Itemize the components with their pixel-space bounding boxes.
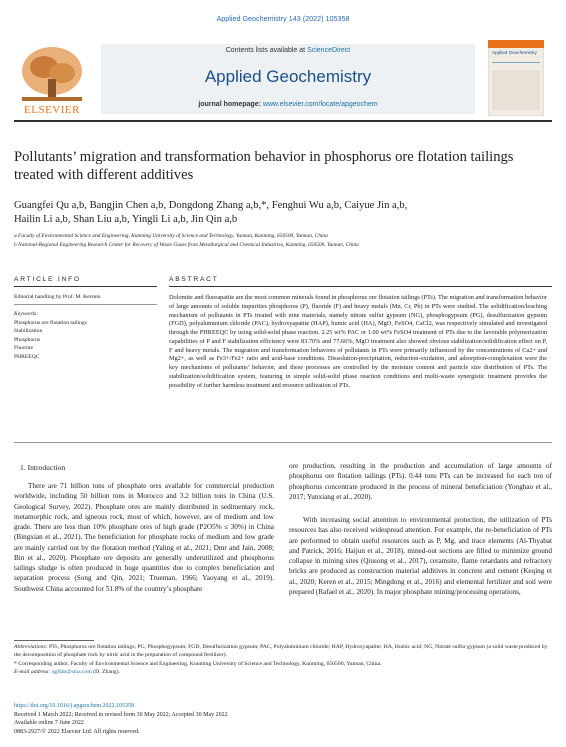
abbreviations-footnote bbox=[14, 643, 552, 660]
copyright: 0883-2927/© 2022 Elsevier Ltd. All rights reserved. bbox=[14, 728, 140, 735]
keyword-item: Stabilization bbox=[14, 328, 43, 335]
email-link[interactable]: qgflab@sina.com bbox=[51, 669, 92, 676]
email-suffix: (D. Zhang). bbox=[93, 669, 120, 676]
contents-prefix: Contents lists available at bbox=[225, 47, 308, 54]
article-title: Pollutants’ migration and transformation behavior in phosphorus ore flotation tailings treated with different additives bbox=[14, 149, 514, 183]
keyword-item: Fluorine bbox=[14, 345, 33, 352]
homepage-label: journal homepage: bbox=[198, 101, 261, 108]
cover-title: Applied Geochemistry bbox=[492, 50, 537, 55]
journal-cover-thumbnail[interactable] bbox=[488, 40, 544, 116]
section-heading-introduction: 1. Introduction bbox=[20, 463, 66, 472]
editorial-handling: Editorial handling by Prof. M. Kersten bbox=[14, 294, 101, 300]
footnotes bbox=[14, 643, 552, 677]
doi-link[interactable]: https://doi.org/10.1016/j.apgeochem.2022.105358 bbox=[14, 703, 135, 709]
sciencedirect-link[interactable]: ScienceDirect bbox=[307, 47, 351, 54]
abstract-text: Dolomite and fluorapatite are the most common minerals found in phosphorus ore flotation tailings (PTs). The migration and transformation behavior of large amounts of soluble impurities phosphorus (P), fluoride (F) and heavy metals (Mn, Cr, Pb) in PTs were studied. The solidification/leaching mechanism of pollutants in PTs treated with nine materials, namely nitrate sulfur gypsum (NG), phosphogypsum (PG), desulfurization gypsum (FGD), polyaluminium chloride (PAC), hydroxyapatite (HAP), humic acid (HA), MgO, FeSO4, CaCl2, was respectively simulated and investigated through the PHREEQC by using solid-solid phase reaction. 2.25 wt% PAC or 1.00 wt% FeSO4 treatment of PTs due to the favorable polymerization capabilities of P and F stabilization efficiency were 83.70% and 77.66%, MgO treatment also showed obvious stabilization/solidification effect on P, F and heavy metals. The migration and transformation behaviors of pollutants in PTs were primarily influenced by the concentrations of Ca2+ and Mg2+, as well as Fe3+/Fe2+ ratio and acid-base conditions. Dissolution-precipitation, reduction-oxidation, and adsorption-complexation were the key mechanisms of pollutants’ behavior, and these processes are controlled by the moisture content and particle size distribution of PTs. The stabilization/solidification system, featuring in simple solid-solid phase reaction conditions and multi-waste synergistic treatment provides the possibility of further harmless treatment and resource utilization of PTs. bbox=[169, 294, 547, 389]
authors bbox=[14, 199, 554, 227]
affiliation-b: b National-Regional Engineering Research Center for Recovery of Waste Gases from Metallurgical and Chemical Industries, Kunming, 650500, Yunnan, China bbox=[14, 241, 359, 248]
keywords-block bbox=[14, 310, 157, 362]
article-footer bbox=[14, 702, 314, 736]
keyword-item: Phosphorus bbox=[14, 336, 41, 343]
email-label: E-mail address: bbox=[14, 669, 51, 676]
available-online: Available online 7 June 2022 bbox=[14, 720, 84, 726]
authors-line-1: Guangfei Qu a,b, Bangjin Chen a,b, Dongdong Zhang a,b,*, Fenghui Wu a,b, Caiyue Jin a,b, bbox=[14, 200, 408, 211]
keyword-item: PHREEQC bbox=[14, 353, 40, 360]
keyword-item: Phosphorus ore flotation tailings bbox=[14, 319, 87, 326]
homepage-link[interactable]: www.elsevier.com/locate/apgeochem bbox=[262, 101, 378, 108]
affiliations bbox=[14, 232, 554, 249]
email-footnote bbox=[14, 668, 552, 676]
keywords-label: Keywords: bbox=[14, 311, 39, 317]
journal-title[interactable]: Applied Geochemistry bbox=[204, 67, 372, 86]
elsevier-logo bbox=[12, 43, 92, 119]
abbreviations-label: Abbreviations: bbox=[14, 644, 48, 650]
article-info-rule bbox=[14, 286, 157, 287]
abstract-heading: ABSTRACT bbox=[169, 276, 219, 283]
abstract-rule bbox=[169, 286, 552, 287]
intro-col2-paragraph-2: With increasing social attention to environmental protection, the utilization of PTs resources has also received widespread attention. For example, the re-beneficiation of PTs are performed to obtain useful resources such as P, Mg, and trace elements (Al-Thyabat and Patrick, 2016; Haijun et al., 2018), mined-out sections are filled to minimize ground collapse in mining sites (Qiusong et al., 2017), ceramsite, flame retardants and refractory bricks are produced as construction material additives in concrete and cement (Keqing et al., 2020; Keren et al., 2015; Mingdong et al., 2016) and elemental fertilizer and soil were prepared (Rafael et al., 2020). In major phosphate mining/processing operations, bbox=[289, 516, 552, 596]
elsevier-wordmark: ELSEVIER bbox=[24, 104, 80, 116]
abstract-bottom-rule bbox=[14, 442, 552, 443]
contents-line bbox=[101, 47, 475, 54]
received-dates: Received 1 March 2022; Received in revised form 30 May 2022; Accepted 30 May 2022 bbox=[14, 711, 228, 718]
header-rule bbox=[14, 120, 552, 122]
keywords-rule bbox=[14, 304, 157, 305]
abbreviations-text: PTs, Phosphorus ore flotation tailings; PG, Phosphogypsum; FGD, Desulfurization gypsum; PAC, Polyaluminium chloride; HAP, Hydroxyapatite; HA, Humic acid; NG, Nitrate sulfur gypsum (a solid waste produced by the decomposition of phosphate rock by nitric acid in the preparation of compound fertilizer). bbox=[14, 644, 548, 659]
journal-reference[interactable]: Applied Geochemistry 143 (2022) 105358 bbox=[216, 14, 350, 23]
authors-line-2: Hailin Li a,b, Shan Liu a,b, Yingli Li a,b, Jin Qin a,b bbox=[14, 214, 238, 225]
corresponding-author-footnote: * Corresponding author. Faculty of Environmental Science and Engineering, Kunming University of Science and Technology, Kunming, 650500, Yunnan, China. bbox=[14, 660, 382, 667]
affiliation-a: a Faculty of Environmental Science and Engineering, Kunming University of Science and Technology, Yunnan, Kunming, 650500, Yunnan, China bbox=[14, 233, 328, 239]
journal-homepage bbox=[101, 101, 475, 108]
article-info-heading: ARTICLE INFO bbox=[14, 276, 81, 283]
intro-paragraph-1: There are 71 billion tons of phosphate ores available for commercial production worldwide, including 50 billion tons in Morocco and 3.2 billion tons in China (U.S. Geological Survey, 2022). Phosphate ores are mainly distributed in sedimentary rock, metamorphic rock, and igneous rock, most of which, however, are of medium and low grade. There are less than 10% phosphate ores of high grade (P2O5% ≤ 30%) in China (Bingxian et al., 2021). The beneficiation for phosphate rocks of medium and low grade are mainly carried out by the flotation method (Yaling et al., 2021; Dmr and Jain, 2008; Bin et al., 2020). Phosphate ore deposits are generally underutilized and phosphorus tailings sludge is often produced in huge quantities due to complex beneficiation and separation process (Song and Qin, 2021; Trueman, 1966; Yaoyang et al., 2019). Southwest China accounted for 51.8% of the country’s phosphate bbox=[14, 482, 274, 593]
intro-col2-paragraph-1: ore production, resulting in the production and accumulation of large amounts of phosphorus ore flotation tailings (PTs). 0.44 tons PTs can be increased for each ton of phosphorus concentrate produced in the process of mineral beneficiation (Yonghao et al., 2017; Yunxiang et al., 2020). bbox=[289, 462, 552, 501]
footnote-rule bbox=[14, 640, 94, 641]
